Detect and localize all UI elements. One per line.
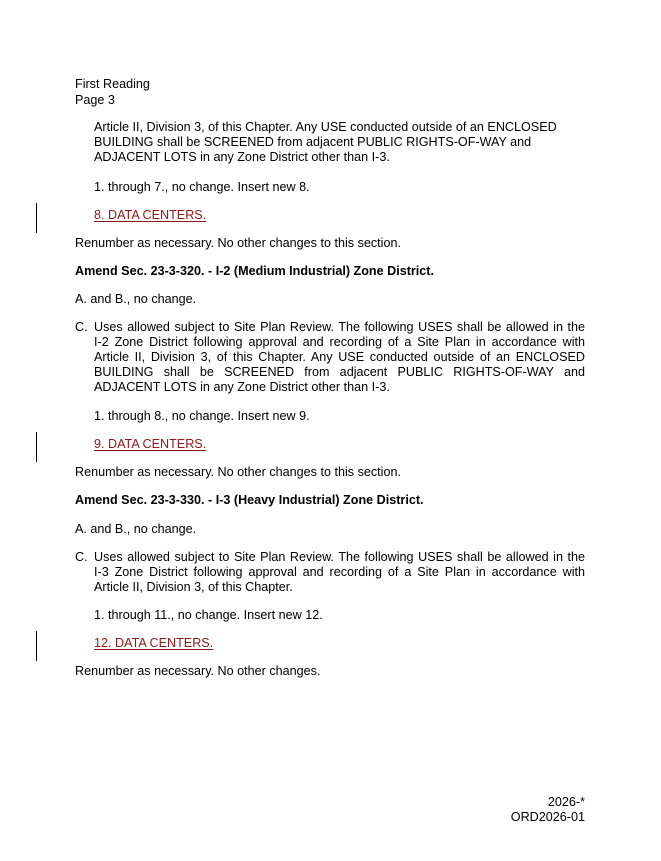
inserted-item-data-centers-12: 12. DATA CENTERS. (94, 636, 214, 650)
change-bar-3 (36, 631, 37, 661)
inserted-item-data-centers-8: 8. DATA CENTERS. (94, 208, 207, 222)
no-change-note-3: 1. through 11., no change. Insert new 12. (94, 608, 323, 622)
list-marker: C. (75, 320, 88, 334)
continued-paragraph (94, 120, 585, 165)
reading-label: First Reading (75, 77, 150, 91)
item-c-body (94, 320, 585, 395)
inserted-item-data-centers-9: 9. DATA CENTERS. (94, 437, 207, 451)
renumber-note-1: Renumber as necessary. No other changes to this section. (75, 236, 401, 250)
ab-no-change-i2: A. and B., no change. (75, 292, 197, 306)
renumber-note-2: Renumber as necessary. No other changes to this section. (75, 465, 401, 479)
renumber-note-3: Renumber as necessary. No other changes. (75, 664, 321, 678)
no-change-note-2: 1. through 8., no change. Insert new 9. (94, 409, 310, 423)
page-footer (511, 795, 585, 825)
paragraph-line: Article II, Division 3, of this Chapter. (94, 580, 293, 594)
list-marker: C. (75, 550, 88, 564)
paragraph-line: Uses allowed subject to Site Plan Review. The following USES shall be allowed in the (94, 320, 585, 334)
paragraph-line: Article II, Division 3, of this Chapter. Any USE conducted outside of an ENCLOSED (94, 350, 585, 364)
item-c-body (94, 550, 585, 595)
footer-year: 2026-* (547, 795, 585, 809)
paragraph-line: ADJACENT LOTS in any Zone District other than I-3. (94, 380, 390, 394)
section-heading-i3: Amend Sec. 23-3-330. - I-3 (Heavy Industrial) Zone District. (75, 493, 424, 507)
change-bar-1 (36, 203, 37, 233)
footer-ordinance: ORD2026-01 (510, 810, 585, 824)
paragraph-line: BUILDING shall be SCREENED from adjacent PUBLIC RIGHTS-OF-WAY and (94, 365, 585, 379)
paragraph-line: Article II, Division 3, of this Chapter. Any USE conducted outside of an ENCLOSED (94, 120, 557, 134)
paragraph-line: I-3 Zone District following approval and recording of a Site Plan in accordance with (94, 565, 585, 579)
paragraph-line: BUILDING shall be SCREENED from adjacent PUBLIC RIGHTS-OF-WAY and (94, 135, 532, 149)
section-heading-i2: Amend Sec. 23-3-320. - I-2 (Medium Industrial) Zone District. (75, 264, 434, 278)
page-header (75, 77, 150, 108)
paragraph-line: I-2 Zone District following approval and recording of a Site Plan in accordance with (94, 335, 585, 349)
paragraph-line: Uses allowed subject to Site Plan Review. The following USES shall be allowed in the (94, 550, 585, 564)
ab-no-change-i3: A. and B., no change. (75, 522, 197, 536)
change-bar-2 (36, 432, 37, 462)
no-change-note-1: 1. through 7., no change. Insert new 8. (94, 180, 310, 194)
paragraph-line: ADJACENT LOTS in any Zone District other than I-3. (94, 150, 390, 164)
page-number: Page 3 (75, 92, 115, 107)
